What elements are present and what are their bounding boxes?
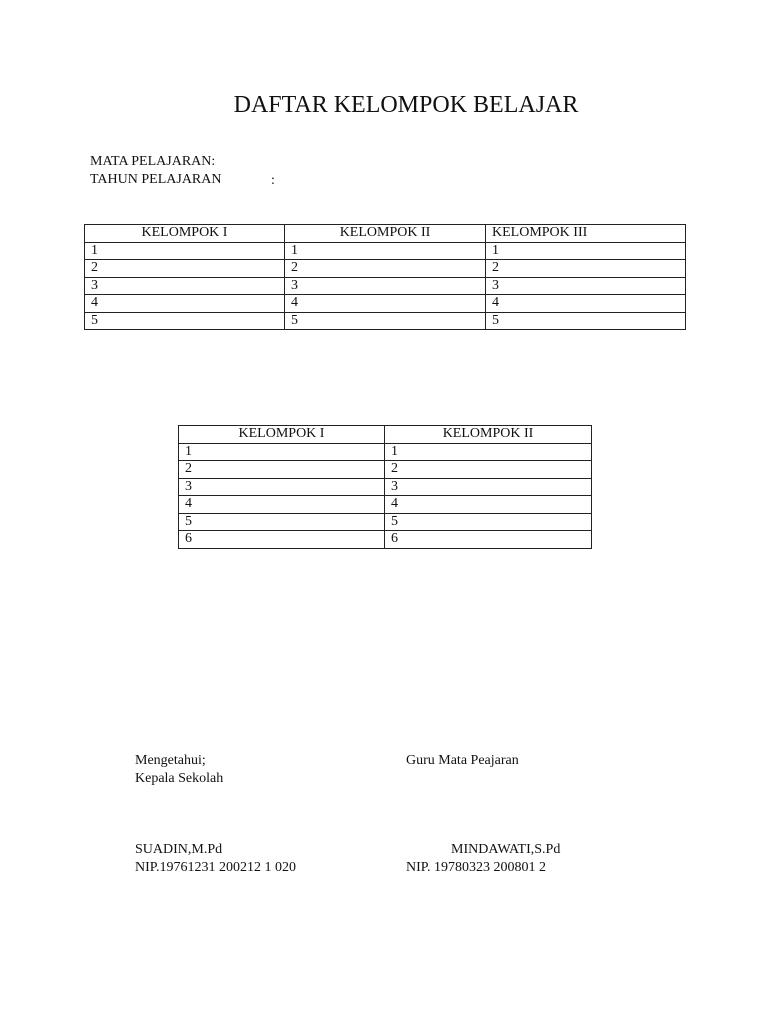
table-cell: 3 [85, 277, 285, 295]
table-cell: 1 [179, 443, 385, 461]
document-title: DAFTAR KELOMPOK BELAJAR [233, 92, 579, 118]
table-cell: 5 [179, 513, 385, 531]
table-row [85, 260, 686, 278]
principal-nip: NIP.19761231 200212 1 020 [135, 860, 297, 875]
table-row [85, 242, 686, 260]
table-row [85, 277, 686, 295]
subject-label: MATA PELAJARAN [90, 154, 212, 169]
teacher-title: Guru Mata Peajaran [406, 753, 519, 768]
teacher-nip: NIP. 19780323 200801 2 [406, 860, 547, 875]
table-cell: 2 [179, 461, 385, 479]
year-label: TAHUN PELAJARAN [90, 172, 222, 187]
year-colon: : [271, 173, 275, 188]
group-table-three [84, 224, 686, 330]
teacher-name: MINDAWATI,S.Pd [451, 842, 561, 857]
table-row [179, 513, 592, 531]
table-cell: 4 [179, 496, 385, 514]
table-cell: 5 [486, 312, 686, 330]
table-cell: 6 [385, 531, 592, 549]
table-cell: 4 [285, 295, 486, 313]
table-cell: 1 [486, 242, 686, 260]
table-row [179, 496, 592, 514]
group-table-two [178, 425, 592, 549]
principal-name: SUADIN,M.Pd [135, 842, 223, 857]
table-cell: 2 [385, 461, 592, 479]
column-header: KELOMPOK II [285, 225, 486, 243]
table-cell: 1 [85, 242, 285, 260]
table-cell: 3 [385, 478, 592, 496]
table-row [85, 312, 686, 330]
table-row [179, 443, 592, 461]
table-cell: 1 [285, 242, 486, 260]
table-cell: 3 [486, 277, 686, 295]
table-row [179, 531, 592, 549]
table-cell: 5 [285, 312, 486, 330]
column-header: KELOMPOK III [486, 225, 686, 243]
table-header-row [85, 225, 686, 243]
column-header: KELOMPOK II [385, 426, 592, 444]
table-cell: 4 [385, 496, 592, 514]
table-cell: 3 [285, 277, 486, 295]
table-row [85, 295, 686, 313]
table-cell: 5 [385, 513, 592, 531]
table-cell: 2 [285, 260, 486, 278]
table-cell: 1 [385, 443, 592, 461]
table-cell: 2 [486, 260, 686, 278]
subject-row [90, 153, 215, 171]
table-header-row [179, 426, 592, 444]
acknowledged-label: Mengetahui; [135, 753, 206, 768]
principal-title: Kepala Sekolah [135, 771, 224, 786]
column-header: KELOMPOK I [85, 225, 285, 243]
table-row [179, 478, 592, 496]
table-row [179, 461, 592, 479]
column-header: KELOMPOK I [179, 426, 385, 444]
subject-colon: : [211, 154, 216, 169]
table-cell: 4 [486, 295, 686, 313]
table-cell: 3 [179, 478, 385, 496]
table-cell: 5 [85, 312, 285, 330]
table-cell: 4 [85, 295, 285, 313]
table-cell: 2 [85, 260, 285, 278]
table-cell: 6 [179, 531, 385, 549]
